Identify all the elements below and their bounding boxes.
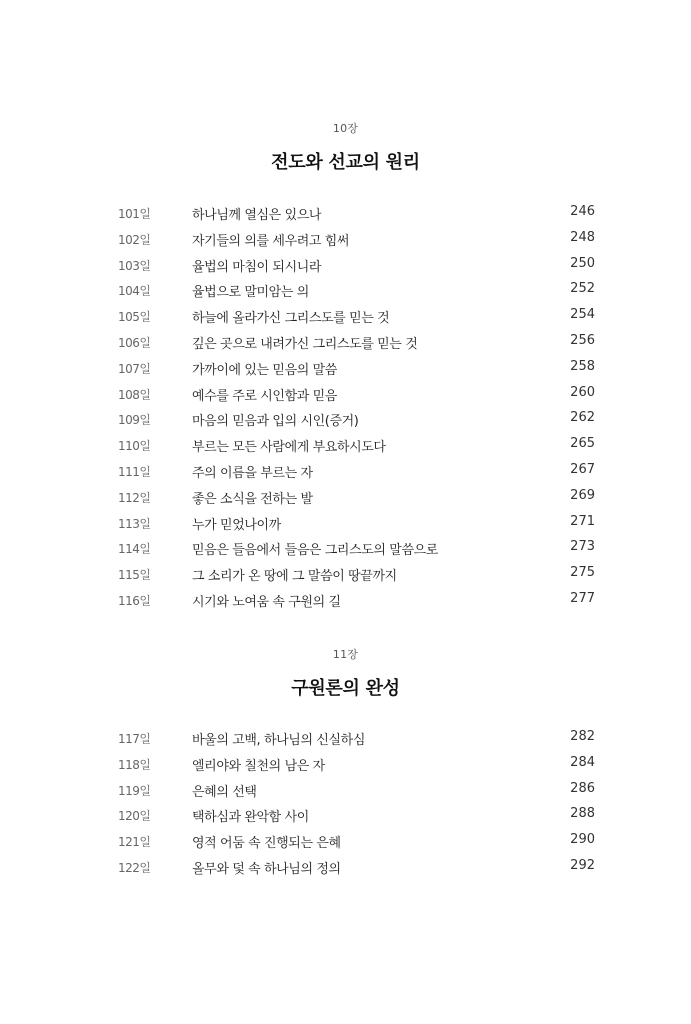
toc-entry[interactable]	[0, 411, 691, 437]
toc-entry[interactable]	[0, 807, 691, 833]
toc-entry[interactable]	[0, 334, 691, 360]
entry-day: 108일	[118, 387, 151, 402]
entry-page: 256	[570, 332, 595, 348]
entry-day: 121일	[118, 835, 151, 850]
entry-day: 122일	[118, 860, 151, 875]
toc-entry[interactable]	[0, 386, 691, 412]
chapter-title: 전도와 선교의 원리	[271, 152, 420, 173]
toc-entry[interactable]	[0, 756, 691, 782]
entry-title: 믿음은 들음에서 들음은 그리스도의 말씀으로	[192, 543, 438, 559]
entry-title: 마음의 믿음과 입의 시인(증거)	[192, 414, 359, 430]
entry-day: 120일	[118, 809, 151, 824]
entry-day: 116일	[118, 593, 151, 608]
toc-list	[0, 205, 691, 618]
entry-title: 깊은 곳으로 내려가신 그리스도를 믿는 것	[192, 336, 418, 352]
entry-day: 111일	[118, 464, 151, 479]
entry-day: 115일	[118, 568, 151, 583]
entry-page: 282	[570, 729, 595, 744]
chapter-number: 11장	[332, 648, 359, 661]
entry-day: 103일	[118, 258, 151, 273]
toc-list	[0, 730, 691, 885]
toc-entry[interactable]	[0, 782, 691, 808]
entry-title: 은혜의 선택	[192, 784, 257, 800]
entry-title: 율법으로 말미암는 의	[192, 285, 309, 301]
toc-entry[interactable]	[0, 257, 691, 283]
toc-entry[interactable]	[0, 360, 691, 386]
toc-entry[interactable]	[0, 566, 691, 592]
entry-title: 영적 어둠 속 진행되는 은혜	[192, 836, 341, 852]
entry-page: 250	[570, 255, 595, 271]
toc-entry[interactable]	[0, 540, 691, 566]
toc-entry[interactable]	[0, 463, 691, 489]
entry-day: 117일	[118, 732, 151, 746]
entry-page: 265	[570, 436, 595, 452]
entry-page: 277	[570, 590, 595, 606]
entry-page: 248	[570, 229, 595, 245]
toc-entry[interactable]	[0, 859, 691, 885]
entry-day: 101일	[118, 207, 151, 221]
entry-day: 113일	[118, 516, 151, 531]
entry-page: 292	[570, 857, 595, 873]
entry-title: 부르는 모든 사람에게 부요하시도다	[192, 440, 386, 456]
toc-entry[interactable]	[0, 205, 691, 231]
entry-title: 택하심과 완악함 사이	[192, 810, 309, 826]
chapter-number: 10장	[332, 122, 359, 135]
toc-entry[interactable]	[0, 282, 691, 308]
toc-entry[interactable]	[0, 231, 691, 257]
entry-page: 290	[570, 832, 595, 848]
entry-title: 주의 이름을 부르는 자	[192, 465, 313, 481]
entry-title: 율법의 마침이 되시니라	[192, 259, 322, 275]
entry-page: 275	[570, 565, 595, 581]
entry-day: 110일	[118, 439, 151, 454]
entry-title: 하늘에 올라가신 그리스도를 믿는 것	[192, 311, 390, 327]
entry-title: 누가 믿었나이까	[192, 517, 281, 533]
chapter-header	[0, 646, 691, 700]
toc-entry[interactable]	[0, 437, 691, 463]
entry-title: 바울의 고백, 하나님의 신실하심	[192, 733, 365, 748]
entry-day: 109일	[118, 413, 151, 428]
entry-title: 그 소리가 온 땅에 그 말씀이 땅끝까지	[192, 569, 397, 585]
chapter-title: 구원론의 완성	[291, 678, 400, 699]
chapter-header	[0, 120, 691, 174]
entry-page: 254	[570, 307, 595, 323]
entry-title: 올무와 덫 속 하나님의 정의	[192, 861, 341, 877]
entry-title: 자기들의 의를 세우려고 힘써	[192, 233, 350, 249]
entry-page: 286	[570, 780, 595, 796]
entry-day: 106일	[118, 335, 151, 350]
entry-page: 271	[570, 513, 595, 529]
entry-page: 252	[570, 281, 595, 297]
entry-day: 105일	[118, 310, 151, 325]
entry-day: 118일	[118, 757, 151, 772]
entry-page: 260	[570, 384, 595, 400]
entry-page: 269	[570, 487, 595, 503]
entry-title: 예수를 주로 시인함과 믿음	[192, 388, 337, 404]
entry-day: 102일	[118, 232, 151, 247]
entry-page: 273	[570, 539, 595, 555]
entry-day: 112일	[118, 490, 151, 505]
toc-entry[interactable]	[0, 515, 691, 541]
entry-page: 284	[570, 754, 595, 770]
toc-entry[interactable]	[0, 592, 691, 618]
entry-day: 104일	[118, 284, 151, 299]
entry-title: 가까이에 있는 믿음의 말씀	[192, 362, 337, 378]
toc-entry[interactable]	[0, 730, 691, 756]
entry-title: 시기와 노여움 속 구원의 길	[192, 594, 341, 610]
entry-page: 262	[570, 410, 595, 426]
entry-page: 288	[570, 806, 595, 822]
entry-day: 114일	[118, 542, 151, 557]
toc-entry[interactable]	[0, 308, 691, 334]
toc-entry[interactable]	[0, 489, 691, 515]
entry-page: 246	[570, 204, 595, 219]
entry-title: 좋은 소식을 전하는 발	[192, 491, 313, 507]
toc-entry[interactable]	[0, 833, 691, 859]
entry-title: 하나님께 열심은 있으나	[192, 208, 322, 223]
entry-title: 엘리야와 칠천의 남은 자	[192, 758, 325, 774]
entry-page: 267	[570, 461, 595, 477]
entry-day: 107일	[118, 361, 151, 376]
entry-page: 258	[570, 358, 595, 374]
entry-day: 119일	[118, 783, 151, 798]
